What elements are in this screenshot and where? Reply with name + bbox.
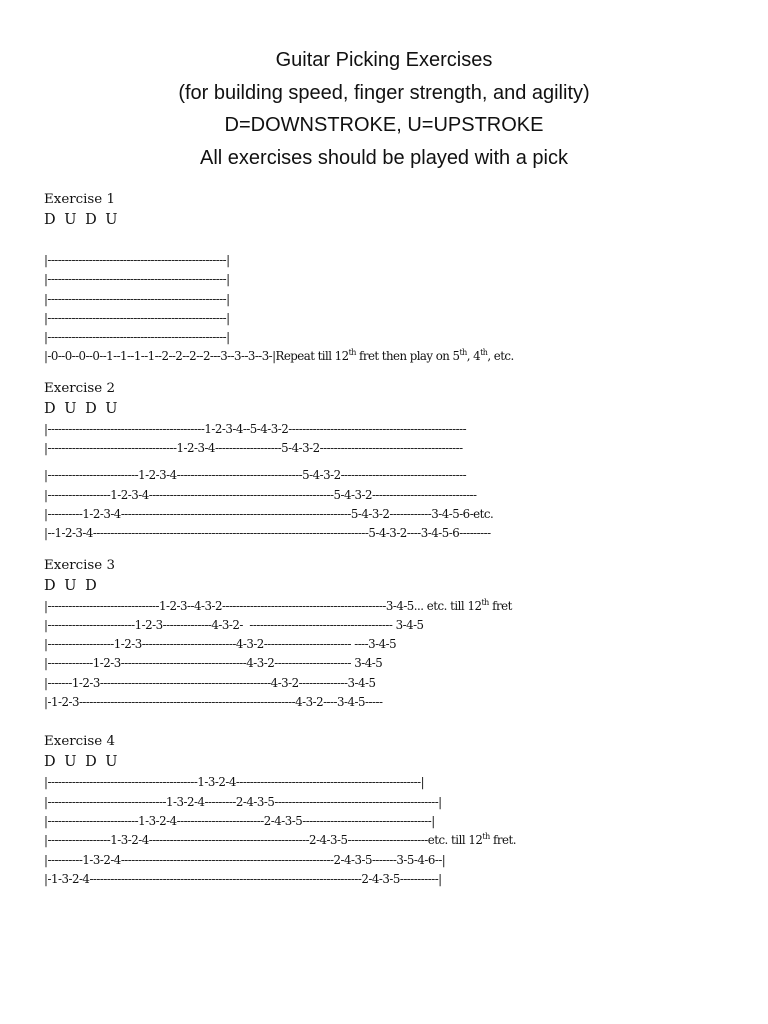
stroke-pattern: D U D U [44,212,120,228]
tab-line: |-------------1-2-3------------------------------------4-3-2---------------------- 3-4-5 [44,656,383,671]
tab-line-text: , etc. [487,349,514,364]
title-line-2: (for building speed, finger strength, and agility) [178,81,590,104]
tab-line: |-------------------------------------------1-3-2-4-----------------------------------------------------| [44,775,425,790]
tab-line [44,597,744,616]
tab-line: |----------------------------------------------------| [44,310,230,325]
title-line-4: All exercises should be played with a pick [200,146,568,169]
tab-line-text: |-0--0--0--0--1--1--1--1--2--2--2--2---3--3--3--3-|Repeat till 12 [44,349,349,364]
tab-line [44,831,744,850]
tab-line: |--1-2-3-4-------------------------------------------------------------------------------5-4-3-2----3-4-5-6--------- [44,526,491,541]
ordinal-suffix: th [482,832,490,842]
tab-line: |-1-3-2-4------------------------------------------------------------------------------2-4-3-5-----------| [44,871,442,886]
title-line-1: Guitar Picking Exercises [275,49,493,71]
exercise-4 [44,732,744,889]
title-line-3: D=DOWNSTROKE, U=UPSTROKE [224,114,544,136]
ordinal-suffix: th [480,348,488,358]
stroke-pattern: D U D U [44,754,120,771]
tab-line: |-------------------------1-2-3--------------4-3-2- ----------------------------------------- 3-4-5 [44,617,424,632]
tab-line-text: fret. [489,833,516,848]
exercise-1 [44,190,744,367]
tab-line: |-------1-2-3-------------------------------------------------4-3-2--------------3-4-5 [44,675,376,690]
document-title [0,44,768,174]
stroke-pattern: D U D [44,577,99,594]
tab-line-text: , 4 [466,349,481,364]
tab-line: |------------------1-2-3-4-----------------------------------------------------5-4-3-2------------------------------ [44,487,477,502]
tab-line: |----------------------------------------------------| [44,330,230,345]
tab-line: |----------1-3-2-4-------------------------------------------------------------2-4-3-5-------3-5-4-6--| [44,852,446,867]
tab-line: |----------------------------------------------------| [44,291,230,306]
tab-line: |-1-2-3--------------------------------------------------------------4-3-2----3-4-5----- [44,695,383,710]
stroke-pattern: D U D U [44,400,120,417]
tab-line: |----------------------------------------------------| [44,253,230,267]
exercise-list [44,190,744,889]
ordinal-suffix: th [459,348,467,358]
tab-line-text: fret [488,598,512,613]
tab-line-text: |--------------------------------1-2-3--4-3-2-----------------------------------------------3-4-5... etc. till 12 [44,598,482,613]
exercise-heading: Exercise 3 [44,557,116,573]
tab-line: |---------------------------------------------1-2-3-4--5-4-3-2--------------------------------------------------- [44,421,467,436]
exercise-heading: Exercise 4 [44,734,116,750]
exercise-heading: Exercise 2 [44,380,116,396]
tab-line: |-------------------1-2-3---------------------------4-3-2------------------------- ----3-4-5 [44,637,397,652]
ordinal-suffix: th [481,597,489,607]
tab-line: |-------------------------------------1-2-3-4-------------------5-4-3-2----------------------------------------- [44,441,463,456]
tab-line: |----------1-2-3-4------------------------------------------------------------------5-4-3-2------------3-4-5-6-etc. [44,506,494,521]
tab-line: |--------------------------1-2-3-4------------------------------------5-4-3-2------------------------------------ [44,468,467,483]
tab-line-text: |------------------1-3-2-4----------------------------------------------2-4-3-5-----------------------etc. till 12 [44,833,483,848]
tab-line: |--------------------------1-3-2-4-------------------------2-4-3-5-------------------------------------| [44,813,435,828]
tab-line: |----------------------------------1-3-2-4---------2-4-3-5-----------------------------------------------| [44,794,442,809]
tab-line-text: fret then play on 5 [355,349,460,364]
tab-line: |----------------------------------------------------| [44,272,230,287]
ordinal-suffix: th [348,348,356,358]
exercise-heading: Exercise 1 [44,192,116,207]
exercise-3 [44,556,744,713]
exercise-2 [44,379,744,544]
tab-line [44,347,744,366]
